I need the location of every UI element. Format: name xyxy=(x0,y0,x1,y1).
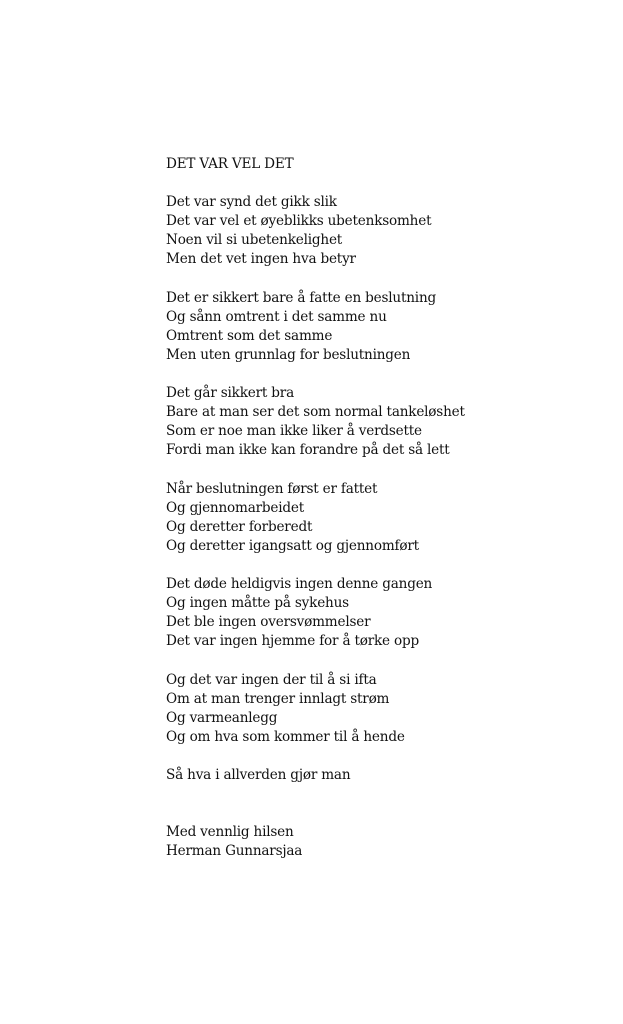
signature xyxy=(166,823,586,861)
poem-line: Når beslutningen først er fattet xyxy=(166,480,378,497)
stanza xyxy=(166,575,586,651)
poem-line: Men uten grunnlag for beslutningen xyxy=(166,346,411,363)
poem-line: Om at man trenger innlagt strøm xyxy=(166,690,390,707)
poem-line: Omtrent som det samme xyxy=(166,327,333,344)
poem-line: Det var ingen hjemme for å tørke opp xyxy=(166,633,420,650)
stanza xyxy=(166,289,586,365)
poem-line: Det døde heldigvis ingen denne gangen xyxy=(166,576,433,593)
poem-line: Og det var ingen der til å si ifta xyxy=(166,671,377,688)
closing-line xyxy=(166,766,586,785)
poem-line: Og deretter forberedt xyxy=(166,518,313,535)
poem-line: Og ingen måtte på sykehus xyxy=(166,595,349,612)
signature-greeting: Med vennlig hilsen xyxy=(166,824,294,841)
poem-line: Bare at man ser det som normal tankeløshet xyxy=(166,404,465,421)
poem-line: Og om hva som kommer til å hende xyxy=(166,728,405,745)
poem-line: Som er noe man ikke liker å verdsette xyxy=(166,423,422,440)
poem-line: Og sånn omtrent i det samme nu xyxy=(166,308,387,325)
poem-line: Det var synd det gikk slik xyxy=(166,194,337,211)
signature-name: Herman Gunnarsjaa xyxy=(166,843,303,860)
stanza xyxy=(166,480,586,556)
poem-line: Noen vil si ubetenkelighet xyxy=(166,232,343,249)
stanza xyxy=(166,384,586,460)
stanza xyxy=(166,193,586,269)
poem-line: Det er sikkert bare å fatte en beslutning xyxy=(166,289,437,306)
poem-line: Men det vet ingen hva betyr xyxy=(166,251,356,268)
poem-text xyxy=(166,155,586,861)
poem-line: Og varmeanlegg xyxy=(166,709,278,726)
poem-line: Det går sikkert bra xyxy=(166,385,294,402)
poem-line: Det ble ingen oversvømmelser xyxy=(166,614,371,631)
poem-line: Det var vel et øyeblikks ubetenksomhet xyxy=(166,213,432,230)
poem-line: Og deretter igangsatt og gjennomført xyxy=(166,537,419,554)
stanza xyxy=(166,671,586,747)
closing-line-text: Så hva i allverden gjør man xyxy=(166,767,351,783)
poem-line: Og gjennomarbeidet xyxy=(166,499,305,516)
poem-line: Fordi man ikke kan forandre på det så lett xyxy=(166,442,450,459)
poem-title: DET VAR VEL DET xyxy=(166,156,294,172)
